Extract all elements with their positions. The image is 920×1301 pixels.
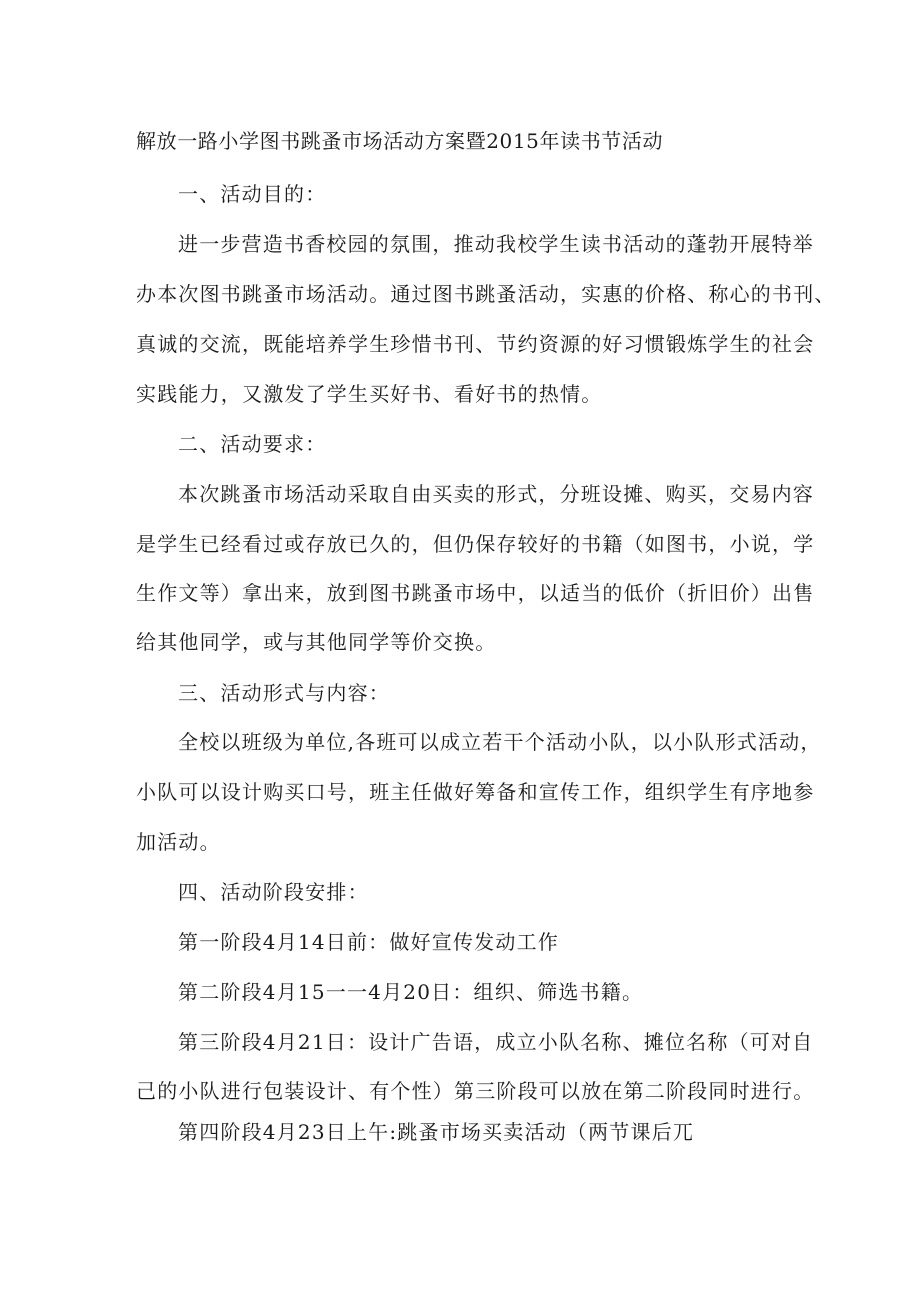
paragraph-line: 真诚的交流，既能培养学生珍惜书刊、节约资源的好习惯锻炼学生的社会	[136, 332, 815, 356]
document-title: 解放一路小学图书跳蚤市场活动方案暨2015年读书节活动	[136, 129, 664, 153]
paragraph-line: 进一步营造书香校园的氛围，推动我校学生读书活动的蓬勃开展特举	[178, 232, 814, 256]
paragraph-line: 加活动。	[136, 830, 221, 854]
stage-line: 第三阶段4月21日：设计广告语，成立小队名称、摊位名称（可对自	[178, 1030, 814, 1054]
stage-line: 己的小队进行包装设计、有个性）第三阶段可以放在第二阶段同时进行。	[136, 1079, 815, 1103]
section-heading-purpose: 一、活动目的：	[178, 182, 327, 206]
paragraph-line: 实践能力，又激发了学生买好书、看好书的热情。	[136, 382, 603, 406]
stage-line: 第二阶段4月15一一4月20日：组织、筛选书籍。	[178, 980, 644, 1004]
stage-line: 第四阶段4月23日上午:跳蚤市场买卖活动（两节课后兀	[178, 1120, 695, 1144]
section-heading-requirements: 二、活动要求：	[178, 432, 327, 456]
stage-line: 第一阶段4月14日前：做好宣传发动工作	[178, 930, 559, 954]
paragraph-line: 全校以班级为单位,各班可以成立若干个活动小队，以小队形式活动，	[178, 730, 822, 754]
paragraph-line: 生作文等）拿出来，放到图书跳蚤市场中，以适当的低价（折旧价）出售	[136, 581, 815, 605]
paragraph-line: 办本次图书跳蚤市场活动。通过图书跳蚤活动，实惠的价格、称心的书刊、	[136, 282, 836, 306]
section-heading-format: 三、活动形式与内容：	[178, 681, 390, 705]
paragraph-line: 给其他同学，或与其他同学等价交换。	[136, 630, 497, 654]
paragraph-line: 本次跳蚤市场活动采取自由买卖的形式，分班设摊、购买，交易内容	[178, 482, 814, 506]
paragraph-line: 小队可以设计购买口号，班主任做好筹备和宣传工作，组织学生有序地参	[136, 780, 815, 804]
paragraph-line: 是学生已经看过或存放已久的，但仍保存较好的书籍（如图书，小说，学	[136, 532, 815, 556]
section-heading-schedule: 四、活动阶段安排：	[178, 880, 369, 904]
